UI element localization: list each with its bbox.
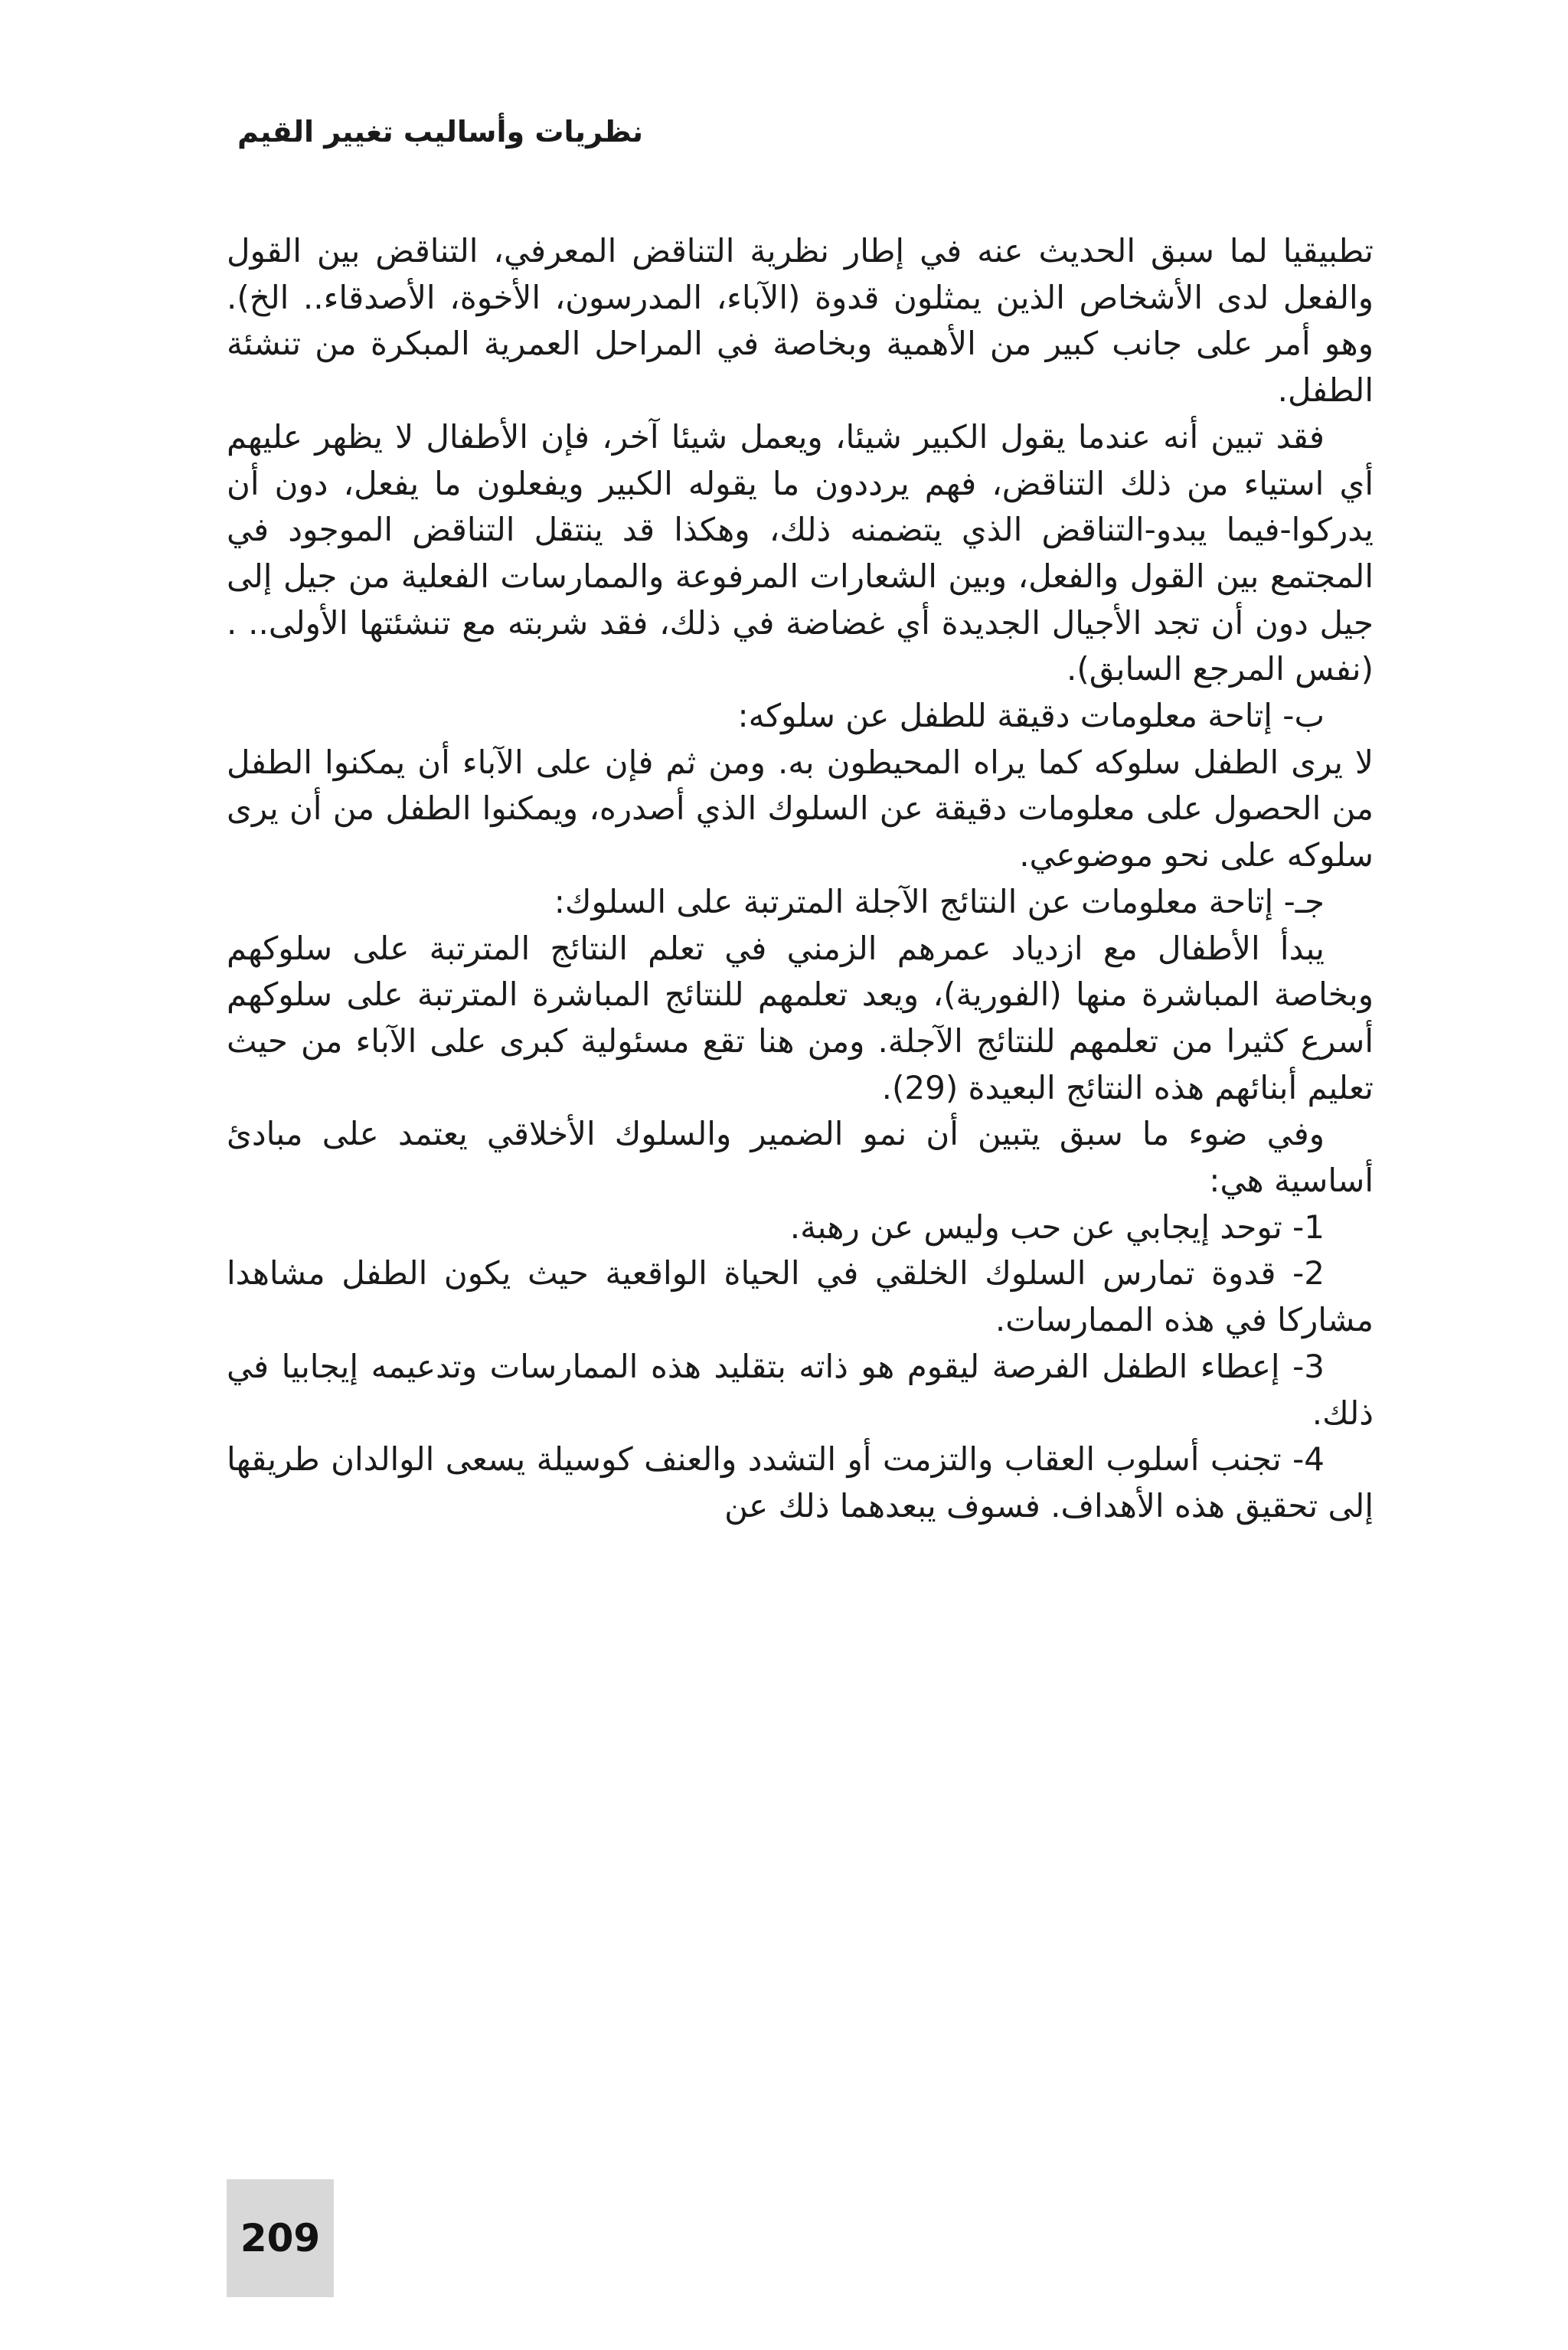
running-header: نظريات وأساليب تغيير القيم	[237, 115, 643, 149]
paragraph: 3- إعطاء الطفل الفرصة ليقوم هو ذاته بتقليد هذه الممارسات وتدعيمه إيجابيا في ذلك.	[227, 1347, 1374, 1432]
paragraph: 2- قدوة تمارس السلوك الخلقي في الحياة الواقعية حيث يكون الطفل مشاهدا مشاركا في هذه الممارسات.	[227, 1254, 1374, 1339]
paragraph: وفي ضوء ما سبق يتبين أن نمو الضمير والسلوك الأخلاقي يعتمد على مبادئ أساسية هي:	[227, 1115, 1374, 1200]
page-number: 209	[227, 2179, 334, 2297]
paragraph: يبدأ الأطفال مع ازدياد عمرهم الزمني في تعلم النتائج المترتبة على سلوكهم وبخاصة المباشرة منها (الفورية)، ويعد تعلمهم للنتائج المباشرة المترتبة على سلوكهم أسرع كثيرا من تعلمهم للنتائج الآجلة. ومن هنا تقع مسئولية كبرى على الآباء من حيث تعليم أبنائهم هذه النتائج البعيدة (29).	[227, 929, 1374, 1106]
paragraph: تطبيقيا لما سبق الحديث عنه في إطار نظرية التناقض المعرفي، التناقض بين القول والفعل لدى الأشخاص الذين يمثلون قدوة (الآباء، المدرسون، الأخوة، الأصدقاء.. الخ). وهو أمر على جانب كبير من الأهمية وبخاصة في المراحل العمرية المبكرة من تنشئة الطفل.	[227, 232, 1374, 410]
paragraph: فقد تبين أنه عندما يقول الكبير شيئا، ويعمل شيئا آخر، فإن الأطفال لا يظهر عليهم أي استياء من ذلك التناقض، فهم يرددون ما يقوله الكبير ويفعلون ما يفعل، دون أن يدركوا-فيما يبدو-التناقض الذي يتضمنه ذلك، وهكذا قد ينتقل التناقض الموجود في المجتمع بين القول والفعل، وبين الشعارات المرفوعة والممارسات الفعلية من جيل إلى جيل دون أن تجد الأجيال الجديدة أي غضاضة في ذلك، فقد شربته مع تنشئتها الأولى.. . (نفس المرجع السابق).	[227, 417, 1374, 688]
paragraph: لا يرى الطفل سلوكه كما يراه المحيطون به. ومن ثم فإن على الآباء أن يمكنوا الطفل من الحصول على معلومات دقيقة عن السلوك الذي أصدره، ويمكنوا الطفل من أن يرى سلوكه على نحو موضوعي.	[227, 743, 1374, 874]
paragraph: ب- إتاحة معلومات دقيقة للطفل عن سلوكه:	[737, 697, 1325, 735]
paragraph: 1- توحد إيجابي عن حب وليس عن رهبة.	[789, 1208, 1325, 1246]
paragraph: 4- تجنب أسلوب العقاب والتزمت أو التشدد والعنف كوسيلة يسعى الوالدان طريقها إلى تحقيق هذه الأهداف. فسوف يبعدهما ذلك عن	[227, 1440, 1374, 1525]
body-text	[227, 228, 1374, 1530]
paragraph: جـ- إتاحة معلومات عن النتائج الآجلة المترتبة على السلوك:	[554, 882, 1325, 920]
